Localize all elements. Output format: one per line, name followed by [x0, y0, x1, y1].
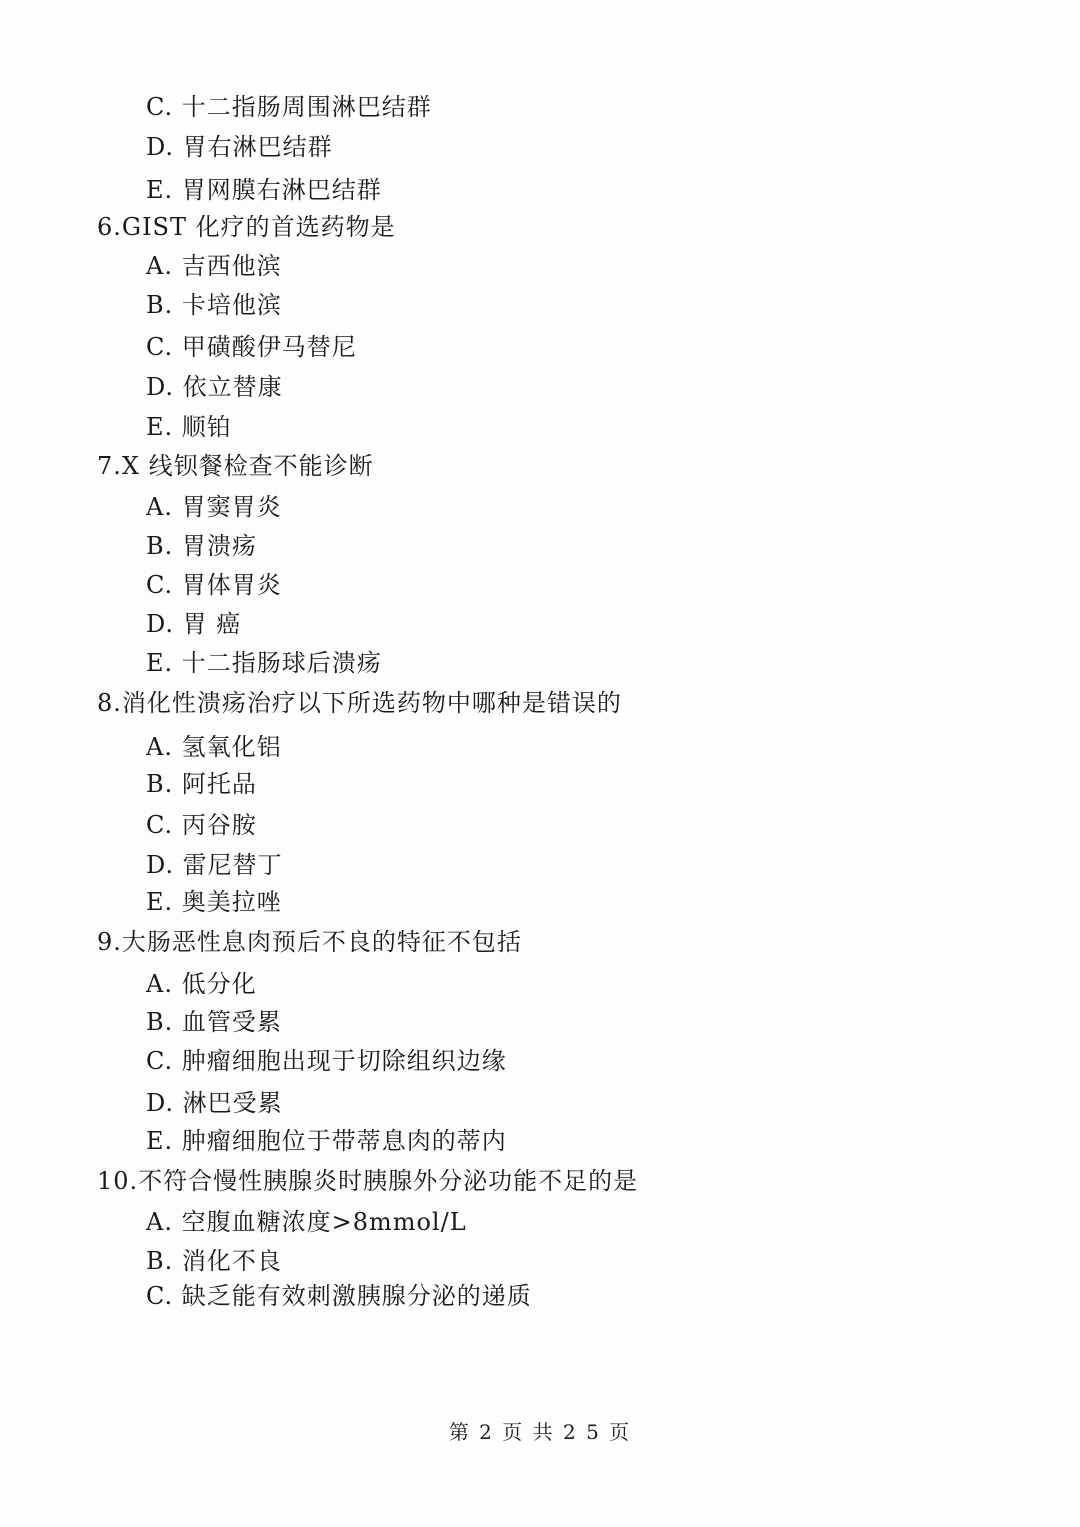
- question-10: 10.不符合慢性胰腺炎时胰腺外分泌功能不足的是: [97, 1167, 639, 1195]
- question-7: 7.X 线钡餐检查不能诊断: [97, 452, 374, 480]
- option-8a: A. 氢氧化铝: [146, 733, 282, 761]
- option-5e: E. 胃网膜右淋巴结群: [146, 176, 382, 204]
- option-7a: A. 胃窦胃炎: [146, 493, 282, 521]
- option-7b: B. 胃溃疡: [146, 532, 257, 560]
- option-7e: E. 十二指肠球后溃疡: [146, 649, 382, 677]
- option-9b: B. 血管受累: [146, 1008, 282, 1036]
- option-6b: B. 卡培他滨: [146, 291, 282, 319]
- option-10b: B. 消化不良: [146, 1247, 282, 1275]
- question-8: 8.消化性溃疡治疗以下所选药物中哪种是错误的: [97, 689, 622, 717]
- option-8e: E. 奥美拉唑: [146, 888, 282, 916]
- option-10a: A. 空腹血糖浓度>8mmol/L: [146, 1208, 467, 1236]
- option-6c: C. 甲磺酸伊马替尼: [146, 333, 357, 361]
- option-9c: C. 肿瘤细胞出现于切除组织边缘: [146, 1047, 507, 1075]
- option-9e: E. 肿瘤细胞位于带蒂息肉的蒂内: [146, 1127, 507, 1155]
- option-6e: E. 顺铂: [146, 413, 232, 441]
- option-9d: D. 淋巴受累: [146, 1089, 283, 1117]
- option-8d: D. 雷尼替丁: [146, 851, 283, 879]
- option-5c: C. 十二指肠周围淋巴结群: [146, 93, 432, 121]
- option-7d: D. 胃 癌: [146, 610, 242, 638]
- question-9: 9.大肠恶性息肉预后不良的特征不包括: [97, 928, 522, 956]
- option-9a: A. 低分化: [146, 970, 257, 998]
- question-6: 6.GIST 化疗的首选药物是: [97, 213, 396, 241]
- option-10c: C. 缺乏能有效刺激胰腺分泌的递质: [146, 1282, 532, 1310]
- option-6d: D. 依立替康: [146, 373, 283, 401]
- option-8c: C. 丙谷胺: [146, 811, 257, 839]
- option-6a: A. 吉西他滨: [146, 252, 282, 280]
- option-5d: D. 胃右淋巴结群: [146, 133, 333, 161]
- option-7c: C. 胃体胃炎: [146, 571, 282, 599]
- option-8b: B. 阿托品: [146, 770, 257, 798]
- page-number-footer: 第 2 页 共 2 5 页: [448, 1420, 632, 1444]
